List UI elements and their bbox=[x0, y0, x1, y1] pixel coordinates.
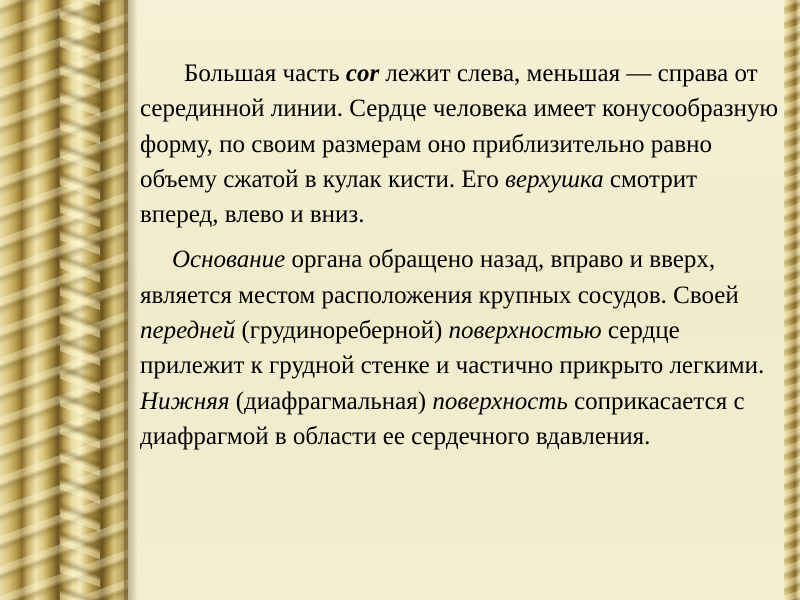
right-gold-border bbox=[784, 0, 800, 600]
term-surface-2: поверхность bbox=[432, 387, 568, 415]
paragraph-heart-base-surfaces bbox=[140, 242, 780, 454]
text-segment: соприкасается с диафрагмой в области ее сердечного вдавления. bbox=[140, 387, 745, 450]
term-cor: cor bbox=[345, 60, 380, 87]
left-gold-rope-border bbox=[0, 0, 128, 600]
text-segment: Большая часть bbox=[184, 60, 346, 87]
slide-text-body bbox=[140, 56, 780, 464]
text-segment: (грудинореберной) bbox=[235, 317, 449, 345]
term-base: Основание bbox=[172, 246, 286, 274]
term-apex: верхушка bbox=[505, 165, 604, 193]
text-segment: органа обращено назад, вправо и вверх, является местом расположения крупных сосудов. Своей bbox=[140, 246, 739, 309]
text-segment: лежит слева, меньшая — справа от серединной линии. Сердце человека имеет конусообразную форму, по своим размерам оно приблизительно равно объему сжатой в кулак кисти. Его bbox=[140, 60, 779, 193]
term-inferior: Нижняя bbox=[140, 387, 230, 415]
text-segment: (диафрагмальная) bbox=[229, 387, 433, 415]
border-shadow bbox=[124, 0, 138, 600]
term-anterior: передней bbox=[140, 317, 236, 345]
text-segment: смотрит вперед, влево и вниз. bbox=[140, 165, 697, 229]
text-segment: сердце прилежит к грудной стенке и частично прикрыто легкими. bbox=[140, 317, 765, 380]
term-surface: поверхностью bbox=[448, 317, 602, 345]
paragraph-heart-position bbox=[140, 56, 780, 232]
